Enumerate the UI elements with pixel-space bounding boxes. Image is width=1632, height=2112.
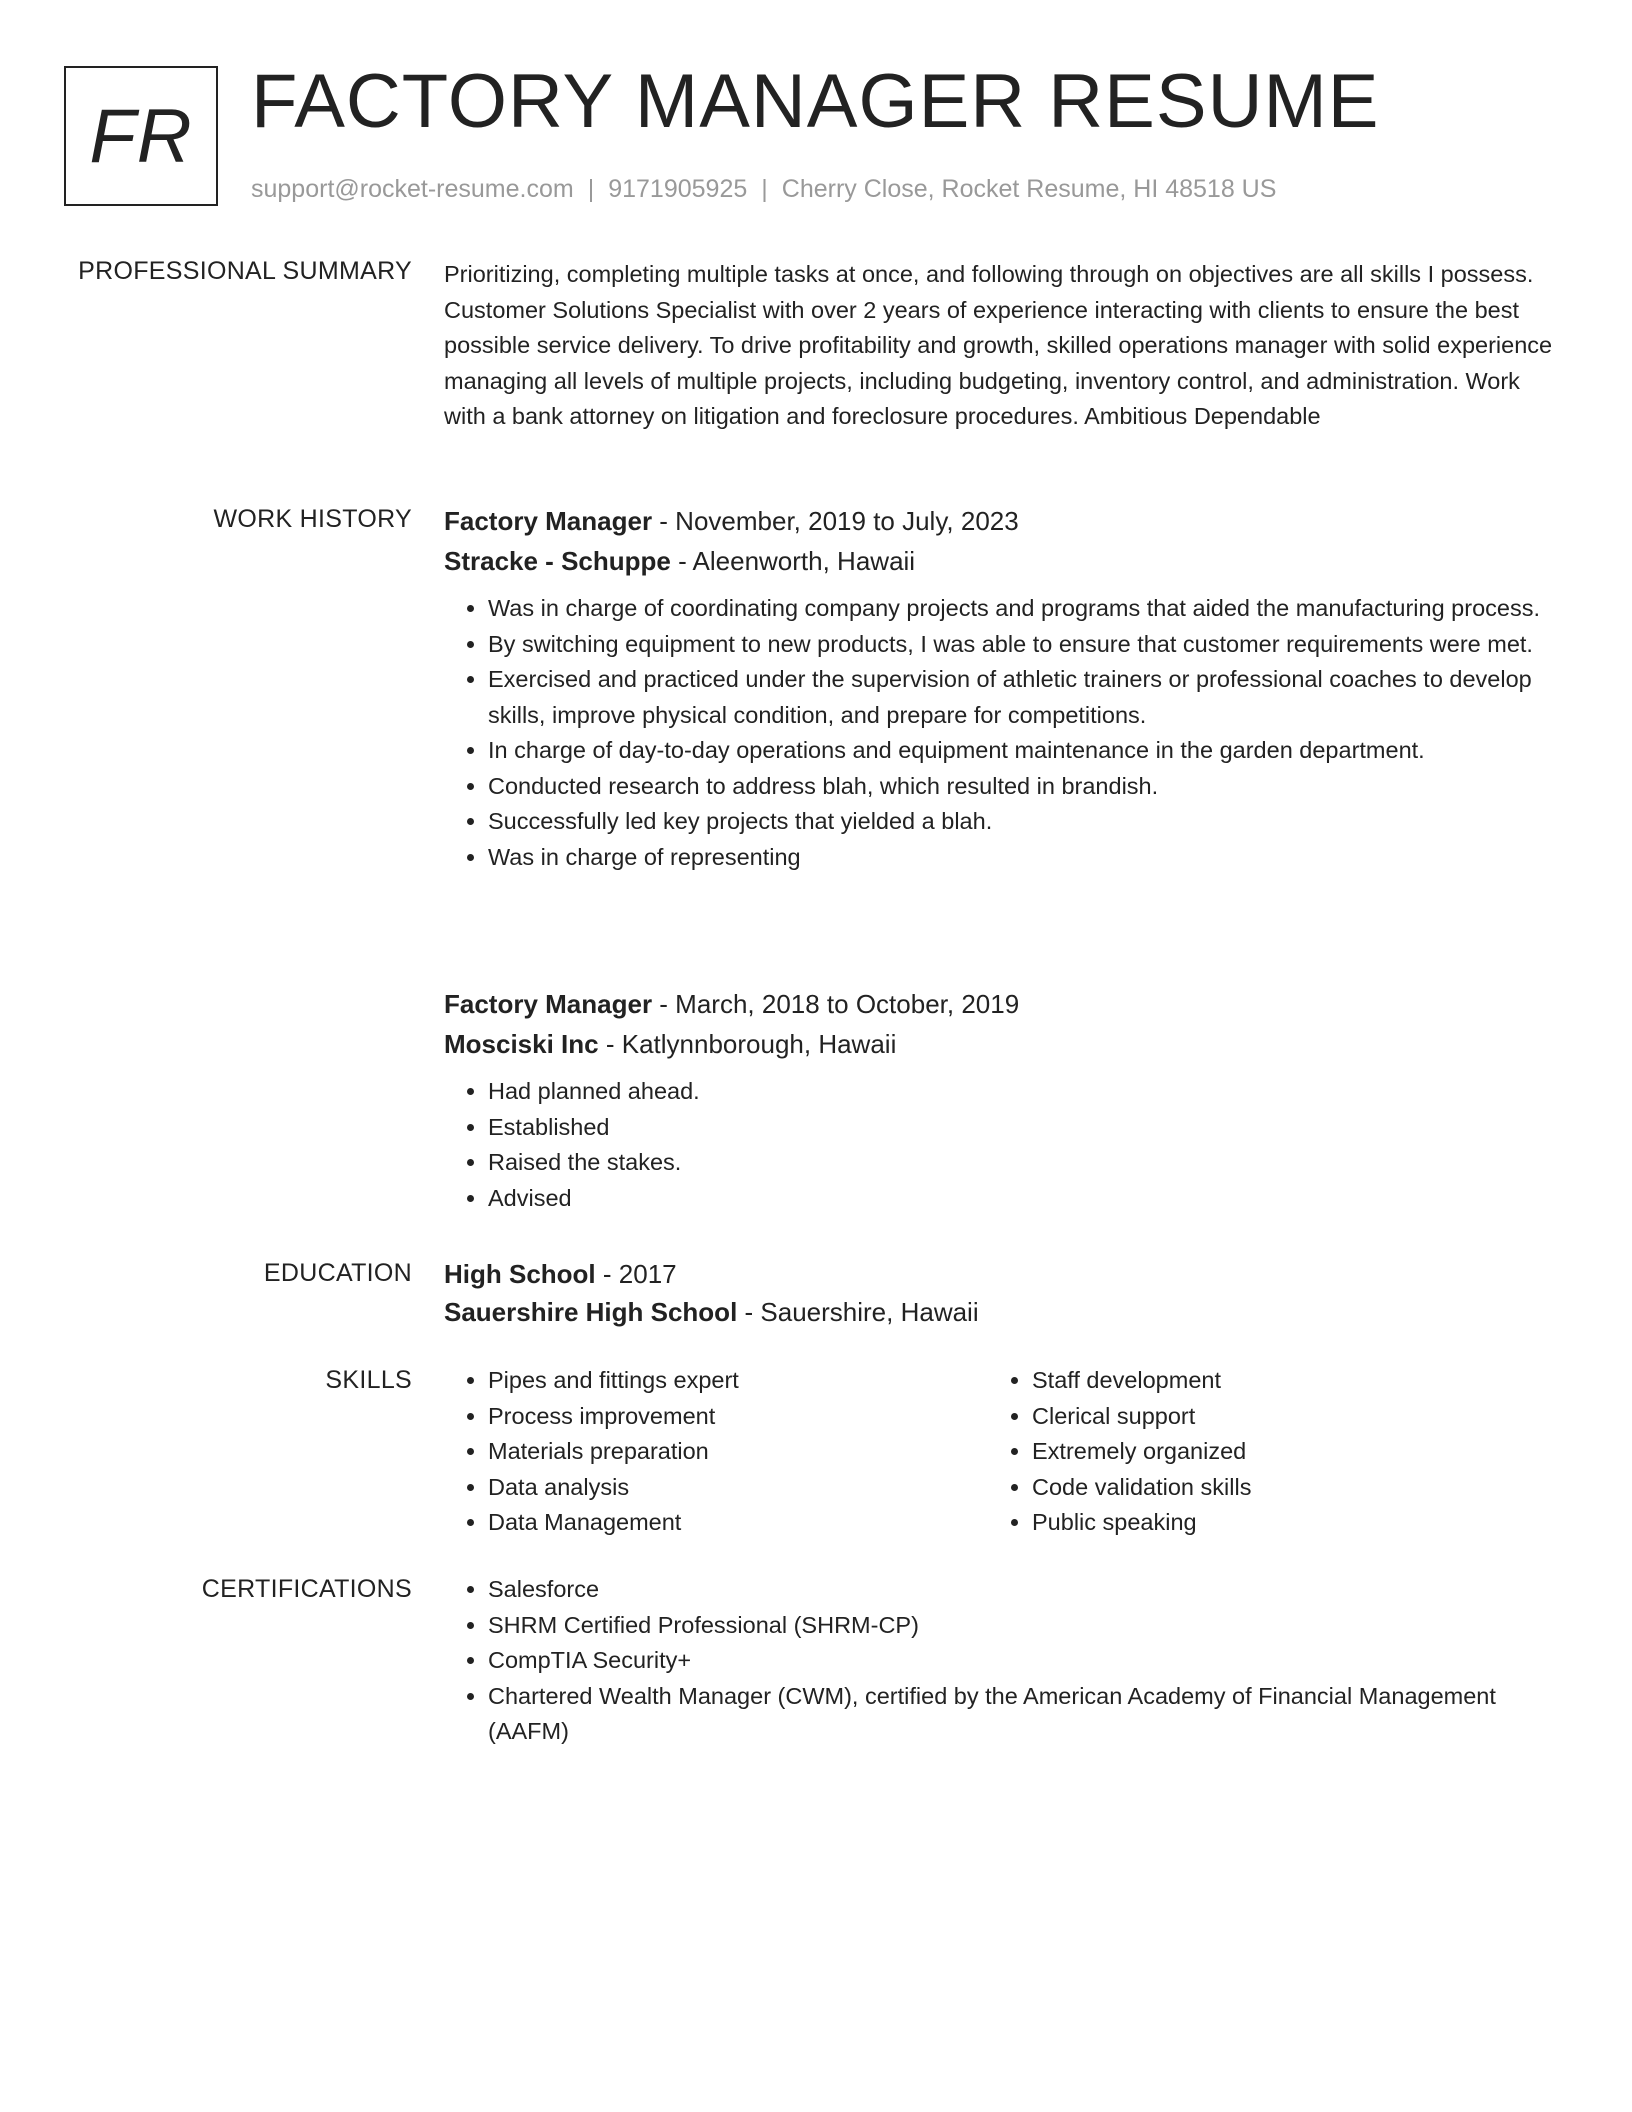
skill-item: • Pipes and fittings expert (488, 1363, 988, 1399)
skills-column (988, 1363, 1532, 1541)
summary-section-label: PROFESSIONAL SUMMARY (78, 257, 412, 285)
job-company-line (444, 541, 1554, 581)
skill-item: • Extremely organized (1032, 1434, 1532, 1470)
skills-grid (444, 1363, 1554, 1541)
certifications-section (444, 1572, 1554, 1750)
education-degree-line (444, 1254, 1554, 1294)
skills-section (444, 1363, 1554, 1541)
job-company-line (444, 1024, 1554, 1064)
job-bullet: • Established (488, 1110, 1554, 1146)
certification-item: • CompTIA Security+ (488, 1643, 1554, 1679)
contact-separator: | (587, 175, 595, 203)
certifications-list (444, 1572, 1554, 1750)
job-bullet: • Raised the stakes. (488, 1145, 1554, 1181)
contact-email: support@rocket-resume.com (251, 175, 574, 203)
job-title-line (444, 984, 1554, 1024)
certifications-section-label: CERTIFICATIONS (201, 1575, 412, 1603)
contact-line (251, 174, 1276, 204)
skill-item: • Materials preparation (488, 1434, 988, 1470)
job-bullet: • Had planned ahead. (488, 1074, 1554, 1110)
resume-title: FACTORY MANAGER RESUME (251, 59, 1380, 144)
education-section-label: EDUCATION (263, 1259, 412, 1287)
certification-item: • SHRM Certified Professional (SHRM-CP) (488, 1608, 1554, 1644)
skill-item: • Public speaking (1032, 1505, 1532, 1541)
job-bullet: • Was in charge of representing (488, 840, 1554, 876)
skills-section-label: SKILLS (325, 1366, 412, 1394)
job-bullet: • Advised (488, 1181, 1554, 1217)
education-degree: High School (444, 1259, 596, 1289)
job-title: Factory Manager (444, 506, 653, 536)
education-year: - 2017 (595, 1259, 677, 1289)
skills-column (444, 1363, 988, 1541)
education-school-line (444, 1292, 1554, 1332)
job-company: Mosciski Inc (444, 1029, 599, 1059)
work-history-section-continued (444, 984, 1554, 1216)
skill-item: • Code validation skills (1032, 1470, 1532, 1506)
education-section (444, 1254, 1554, 1332)
monogram-box (64, 66, 218, 206)
certification-item: • Chartered Wealth Manager (CWM), certified by the American Academy of Financial Management (AAFM) (488, 1679, 1554, 1750)
job-bullet: • By switching equipment to new products, I was able to ensure that customer requirements were met. (488, 627, 1554, 663)
job-dates: - November, 2019 to July, 2023 (652, 506, 1019, 536)
job-bullet: • Was in charge of coordinating company projects and programs that aided the manufacturing process. (488, 591, 1554, 627)
skill-item: • Clerical support (1032, 1399, 1532, 1435)
summary-text: Prioritizing, completing multiple tasks at once, and following through on objectives are all skills I possess. Customer Solutions Specialist with over 2 years of experience interacting with clients to ensure the best possible service delivery. To drive profitability and growth, skilled operations manager with solid experience managing all levels of multiple projects, including budgeting, inventory control, and administration. Work with a bank attorney on litigation and foreclosure procedures. Ambitious Dependable (444, 261, 1553, 429)
skill-item: • Data Management (488, 1505, 988, 1541)
job-company: Stracke - Schuppe (444, 546, 671, 576)
contact-separator: | (761, 175, 768, 203)
work-history-section (444, 501, 1554, 875)
education-location: - Sauershire, Hawaii (737, 1297, 979, 1327)
job-bullet: • Successfully led key projects that yielded a blah. (488, 804, 1554, 840)
job-entry (444, 984, 1554, 1216)
job-entry (444, 501, 1554, 875)
contact-phone: 9171905925 (608, 175, 748, 203)
job-bullet: • Conducted research to address blah, which resulted in brandish. (488, 769, 1554, 805)
job-location: - Katlynnborough, Hawaii (598, 1029, 897, 1059)
job-title: Factory Manager (444, 989, 653, 1019)
job-bullet: • In charge of day-to-day operations and equipment maintenance in the garden department. (488, 733, 1554, 769)
certification-item: • Salesforce (488, 1572, 1554, 1608)
job-dates: - March, 2018 to October, 2019 (652, 989, 1020, 1019)
skill-item: • Data analysis (488, 1470, 988, 1506)
monogram-initials: FR (89, 93, 193, 179)
job-title-line (444, 501, 1554, 541)
summary-section (444, 257, 1554, 435)
work-history-section-label: WORK HISTORY (213, 505, 412, 533)
job-bullets (444, 1074, 1554, 1216)
education-school: Sauershire High School (444, 1297, 738, 1327)
contact-address: Cherry Close, Rocket Resume, HI 48518 US (781, 175, 1277, 203)
job-location: - Aleenworth, Hawaii (670, 546, 916, 576)
job-bullets (444, 591, 1554, 875)
job-bullet: • Exercised and practiced under the supervision of athletic trainers or professional coaches to develop skills, improve physical condition, and prepare for competitions. (488, 662, 1554, 733)
skill-item: • Process improvement (488, 1399, 988, 1435)
skill-item: • Staff development (1032, 1363, 1532, 1399)
